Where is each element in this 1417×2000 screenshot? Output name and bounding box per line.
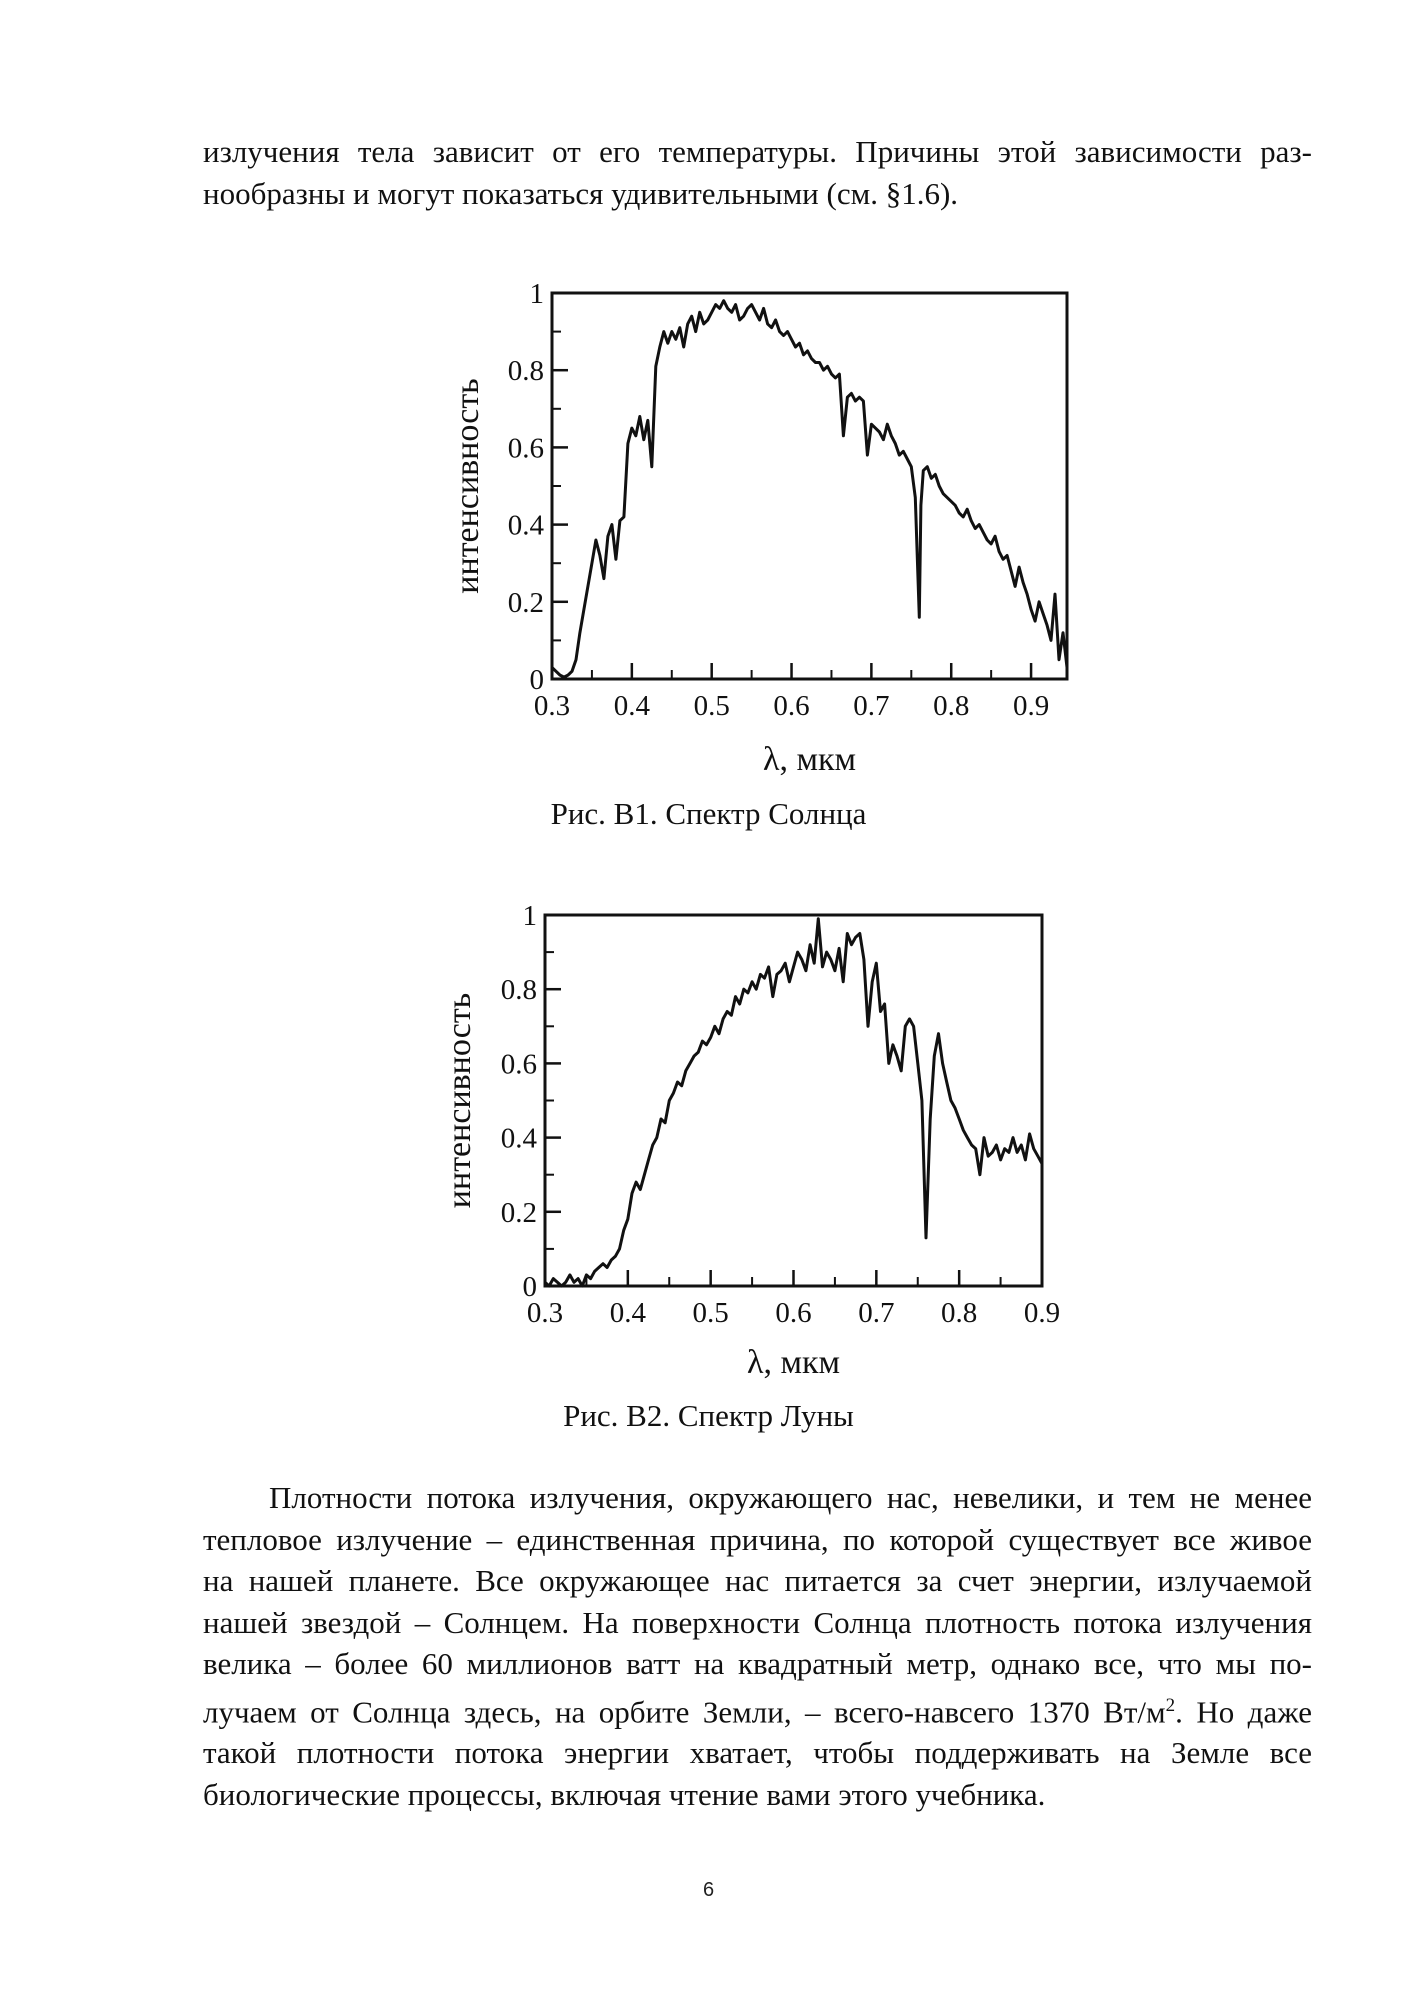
figure-caption: Рис. В1. Спектр Солнца — [550, 796, 867, 831]
x-tick-label: 0.8 — [941, 1297, 978, 1329]
y-tick-label: 0.8 — [507, 355, 544, 388]
y-axis-title: интенсивность — [441, 992, 478, 1209]
x-tick-label: 0.8 — [933, 690, 970, 722]
paragraph-line: Плотности потока излучения, окружающего нас, невелики, и тем не менее — [269, 1480, 1312, 1515]
y-tick-label: 0.8 — [500, 974, 537, 1007]
x-tick-label: 0.9 — [1023, 1297, 1061, 1329]
paragraph-line: биологические процессы, включая чтение вами этого учебника. — [203, 1776, 1046, 1812]
y-tick-label: 0.6 — [507, 432, 544, 465]
y-tick-label: 0.4 — [500, 1122, 537, 1155]
y-tick-label: 1 — [529, 278, 544, 310]
paragraph-line-with-superscript — [203, 1685, 1312, 1733]
y-tick-label: 0 — [522, 1271, 537, 1303]
paragraph-line: излучения тела зависит от его температуры. Причины этой зависимости раз- — [203, 134, 1312, 169]
paragraph-line: такой плотности потока энергии хватает, чтобы поддерживать на Земле все — [203, 1735, 1312, 1771]
paragraph-bottom — [203, 1477, 1312, 1815]
x-tick-label: 0.3 — [533, 690, 571, 722]
x-tick-label: 0.5 — [692, 1297, 729, 1329]
x-tick-label: 0.7 — [858, 1297, 895, 1329]
y-tick-label: 0 — [529, 664, 544, 696]
paragraph-line: на нашей планете. Все окружающее нас питается за счет энергии, излучаемой — [203, 1563, 1312, 1598]
x-tick-label: 0.3 — [526, 1297, 564, 1329]
y-tick-label: 0.2 — [507, 586, 544, 619]
paragraph-line: велика – более 60 миллионов ватт на квадратный метр, однако все, что мы по- — [203, 1646, 1312, 1681]
paragraph-line: нообразны и могут показаться удивительными (см. §1.6). — [203, 175, 959, 211]
x-tick-label: 0.4 — [613, 690, 650, 722]
x-tick-label: 0.4 — [609, 1297, 646, 1329]
x-axis-title: λ, мкм — [762, 741, 857, 778]
x-tick-label: 0.6 — [775, 1297, 812, 1329]
y-tick-label: 0.2 — [500, 1196, 537, 1229]
y-tick-label: 1 — [522, 900, 537, 932]
x-axis-title: λ, мкм — [746, 1344, 841, 1381]
figure-caption: Рис. В2. Спектр Луны — [563, 1398, 854, 1433]
y-tick-label: 0.4 — [507, 509, 544, 542]
x-tick-label: 0.9 — [1012, 690, 1050, 722]
x-tick-label: 0.5 — [693, 690, 730, 722]
x-tick-label: 0.7 — [853, 690, 890, 722]
y-tick-label: 0.6 — [500, 1048, 537, 1081]
series-line-moon — [545, 919, 1042, 1286]
superscript: 2 — [1165, 1694, 1176, 1716]
line-tail: . Но даже — [1175, 1693, 1312, 1729]
x-tick-label: 0.6 — [773, 690, 810, 722]
page-number: 6 — [702, 1879, 715, 1901]
y-axis-title: интенсивность — [449, 378, 486, 594]
line-text: лучаем от Солнца здесь, на орбите Земли, – всего-навсего 1370 Вт/м — [203, 1693, 1166, 1729]
paragraph-line: нашей звездой – Солнцем. На поверхности Солнца плотность потока излучения — [203, 1604, 1312, 1640]
paragraph-line: тепловое излучение – единственная причина, по которой существует все живое — [203, 1521, 1312, 1557]
